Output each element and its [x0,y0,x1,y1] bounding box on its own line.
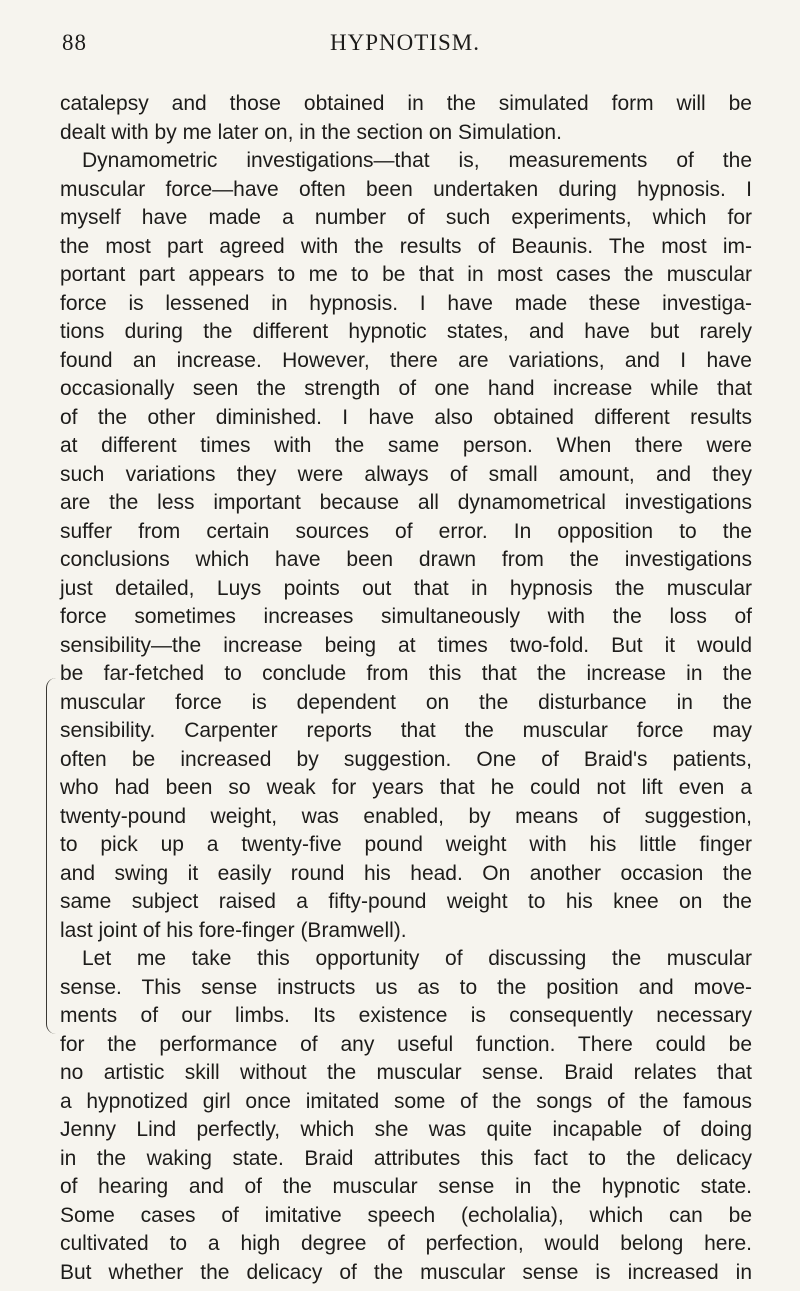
text-line: Some cases of imitative speech (echolalia), which can be [60,1203,752,1227]
text-line: force is lessened in hypnosis. I have made these investiga- [60,291,752,315]
body-text [60,90,752,1287]
text-line: catalepsy and those obtained in the simulated form will be [60,92,752,115]
text-line: often be increased by suggestion. One of Braid's patients, [60,747,752,771]
text-line: But whether the delicacy of the muscular sense is increased in [60,1260,752,1284]
text-line: found an increase. However, there are variations, and I have [60,348,752,372]
text-line: the most part agreed with the results of Beaunis. The most im- [60,234,752,258]
text-line: for the performance of any useful function. There could be [60,1032,752,1056]
text-line: ments of our limbs. Its existence is consequently necessary [60,1004,752,1027]
text-line: Dynamometric investigations—that is, measurements of the [82,149,752,172]
running-title: HYPNOTISM. [330,30,480,55]
text-line: cultivated to a high degree of perfection, would belong here. [60,1232,752,1255]
text-line: tions during the different hypnotic states, and have but rarely [60,320,752,343]
text-line: muscular force is dependent on the disturbance in the [60,690,752,714]
text-line: just detailed, Luys points out that in hypnosis the muscular [60,576,752,600]
text-line: no artistic skill without the muscular sense. Braid relates that [60,1061,752,1084]
text-line: occasionally seen the strength of one hand increase while that [60,377,752,400]
text-line: such variations they were always of small amount, and they [60,462,752,486]
text-line: myself have made a number of such experiments, which for [60,206,752,229]
text-line: in the waking state. Braid attributes this fact to the delicacy [60,1146,752,1170]
text-line: conclusions which have been drawn from the investigations [60,548,752,571]
text-line: to pick up a twenty-five pound weight with his little finger [60,833,752,856]
text-line: same subject raised a fifty-pound weight to his knee on the [60,890,752,913]
text-line: Let me take this opportunity of discussing the muscular [82,947,752,970]
text-line: twenty-pound weight, was enabled, by means of suggestion, [60,804,752,828]
text-line: force sometimes increases simultaneously with the loss of [60,605,752,628]
text-line: dealt with by me later on, in the section on Simulation. [60,120,562,144]
text-line: are the less important because all dynamometrical investigations [60,491,752,514]
text-line: Jenny Lind perfectly, which she was quite incapable of doing [60,1118,752,1141]
text-line: suffer from certain sources of error. In opposition to the [60,519,752,543]
text-line: at different times with the same person. When there were [60,434,752,457]
text-line: muscular force—have often been undertaken during hypnosis. I [60,177,752,201]
text-line: last joint of his fore-finger (Bramwell). [60,918,407,942]
text-line: of the other diminished. I have also obtained different results [60,405,752,429]
page-header [62,30,748,58]
text-line: be far-fetched to conclude from this that the increase in the [60,662,752,685]
text-line: sensibility. Carpenter reports that the muscular force may [60,719,752,742]
text-line: sense. This sense instructs us as to the position and move- [60,975,752,999]
text-line: and swing it easily round his head. On another occasion the [60,861,752,885]
text-line: sensibility—the increase being at times two-fold. But it would [60,633,752,657]
text-line: a hypnotized girl once imitated some of the songs of the famous [60,1089,752,1113]
page-number: 88 [62,30,87,55]
margin-bracket-mark [46,678,59,1034]
text-line: portant part appears to me to be that in most cases the muscular [60,263,752,286]
text-line: of hearing and of the muscular sense in the hypnotic state. [60,1175,752,1198]
text-line: who had been so weak for years that he could not lift even a [60,776,752,799]
